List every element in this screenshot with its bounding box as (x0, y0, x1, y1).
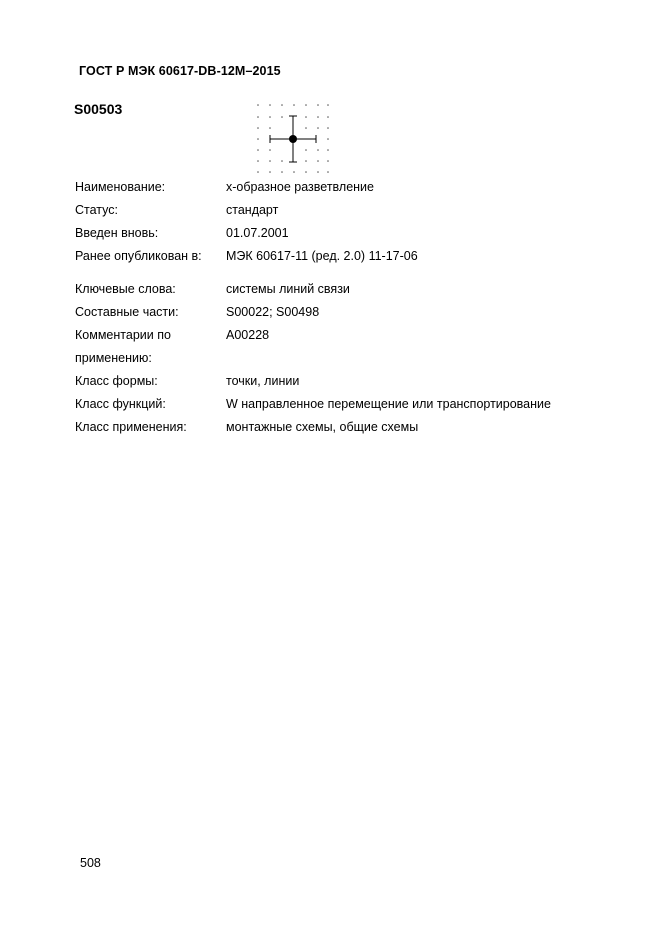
junction-dot (289, 135, 297, 143)
field-value-keywords: системы линий связи (226, 282, 350, 296)
field-label-published-earlier: Ранее опубликован в: (75, 249, 202, 263)
document-header: ГОСТ Р МЭК 60617-DB-12M–2015 (79, 64, 281, 78)
field-label-components: Составные части: (75, 305, 179, 319)
field-label-application-class: Класс применения: (75, 420, 187, 434)
field-value-components: S00022; S00498 (226, 305, 320, 319)
field-label-introduced: Введен вновь: (75, 226, 159, 240)
field-label-status: Статус: (75, 203, 118, 217)
field-label-form-class: Класс формы: (75, 374, 158, 388)
field-label-comments-line2: применению: (75, 351, 152, 365)
field-label-name: Наименование: (75, 180, 166, 194)
symbol-graphic (252, 100, 332, 178)
field-value-comments: A00228 (226, 328, 270, 342)
field-value-function-class: W направленное перемещение или транспортирование (226, 397, 551, 411)
field-value-name: х-образное разветвление (226, 180, 374, 194)
field-label-comments-line1: Комментарии по (75, 328, 171, 342)
field-value-introduced: 01.07.2001 (226, 226, 289, 240)
page-number: 508 (80, 856, 101, 870)
field-label-keywords: Ключевые слова: (75, 282, 176, 296)
field-value-form-class: точки, линии (226, 374, 300, 388)
field-value-status: стандарт (226, 203, 279, 217)
symbol-code: S00503 (74, 101, 123, 117)
field-value-application-class: монтажные схемы, общие схемы (226, 420, 419, 434)
field-value-published-earlier: МЭК 60617-11 (ред. 2.0) 11-17-06 (226, 249, 418, 263)
field-label-function-class: Класс функций: (75, 397, 166, 411)
